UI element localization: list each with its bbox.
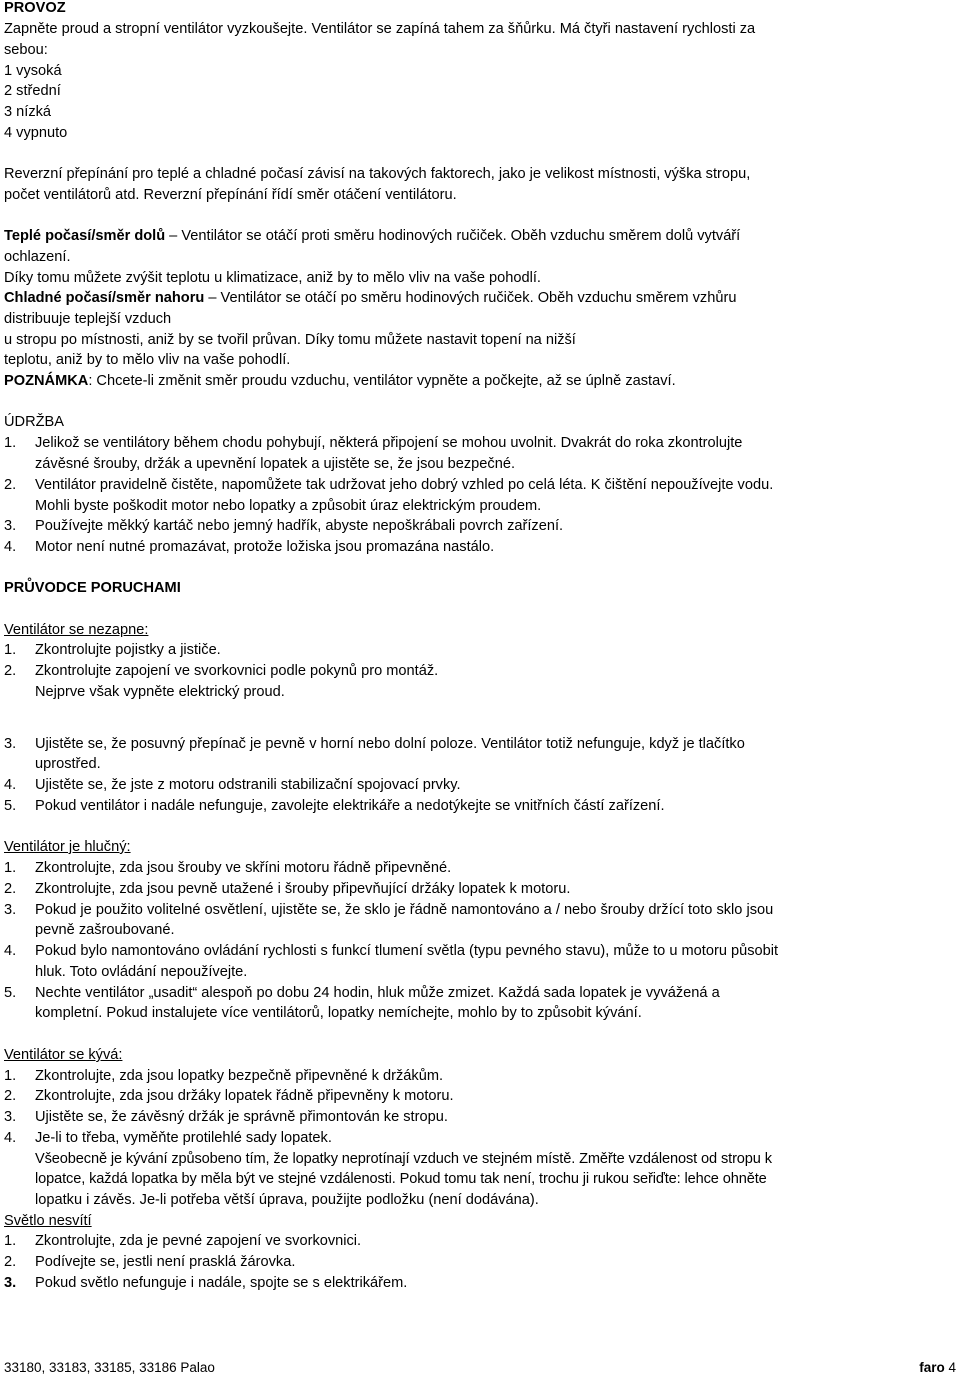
list-text: Ujistěte se, že závěsný držák je správně přimontován ke stropu. [35, 1109, 448, 1125]
list-text: uprostřed. [35, 756, 101, 772]
warm-weather-line-3: Díky tomu můžete zvýšit teplotu u klimatizace, aniž by to mělo vliv na vaše pohodlí. [4, 270, 541, 286]
list-text: Zkontrolujte, zda jsou lopatky bezpečně připevněné k držákům. [35, 1068, 444, 1084]
list-number: 4. [4, 1130, 17, 1146]
list-text: Ujistěte se, že posuvný přepínač je pevně v horní nebo dolní poloze. Ventilátor totiž nefunguje, když je tlačítko [35, 736, 745, 752]
list-text: lopatce, každá lopatka by měla být ve stejné vzdálenosti. Pokud tomu tak není, trochu ji rukou seřiďte: lehce ohněte [35, 1171, 767, 1187]
list-text: kompletní. Pokud instalujete více ventilátorů, lopatky nemíchejte, mohlo by to způsobit kývání. [35, 1005, 642, 1021]
heading-provoz: PROVOZ [4, 0, 66, 16]
warm-weather-line-1 [4, 226, 740, 247]
warm-weather-label: Teplé počasí/směr dolů [4, 228, 166, 244]
list-text: Pokud světlo nefunguje i nadále, spojte se s elektrikářem. [35, 1275, 408, 1291]
list-number: 2. [4, 663, 17, 679]
footer-brand-page [919, 1358, 956, 1379]
list-number: 3. [4, 1109, 17, 1125]
list-text: Podívejte se, jestli není prasklá žárovka. [35, 1254, 296, 1270]
reverse-line-1: Reverzní přepínání pro teplé a chladné počasí závisí na takových faktorech, jako je velikost místnosti, výška stropu, [4, 166, 751, 182]
provoz-intro-line-1: Zapněte proud a stropní ventilátor vyzkoušejte. Ventilátor se zapíná tahem za šňůrku. Má čtyři nastavení rychlosti za [4, 21, 756, 37]
list-number: 2. [4, 1254, 17, 1270]
warm-weather-line-2: ochlazení. [4, 249, 71, 265]
list-text: Motor není nutné promazávat, protože ložiska jsou promazána nastálo. [35, 539, 495, 555]
list-text: Zkontrolujte, zda jsou šrouby ve skříni motoru řádně připevněné. [35, 860, 452, 876]
list-number: 1. [4, 1068, 17, 1084]
list-text: závěsné šrouby, držák a upevnění lopatek a ujistěte se, že jsou bezpečné. [35, 456, 515, 472]
note-line [4, 371, 676, 392]
subheading-kyva: Ventilátor se kývá: [4, 1047, 123, 1063]
list-text: Zkontrolujte, zda jsou pevně utažené i šrouby připevňující držáky lopatek k motoru. [35, 881, 571, 897]
speed-item: 1 vysoká [4, 63, 62, 79]
subheading-svetlo: Světlo nesvítí [4, 1213, 92, 1229]
list-number: 3. [4, 736, 17, 752]
list-number: 1. [4, 860, 17, 876]
list-text: Pokud bylo namontováno ovládání rychlosti s funkcí tlumení světla (typu pevného stavu), může to u motoru působit [35, 943, 779, 959]
list-text: Používejte měkký kartáč nebo jemný hadřík, abyste nepoškrábali povrch zařízení. [35, 518, 564, 534]
subheading-nezapne: Ventilátor se nezapne: [4, 622, 149, 638]
warm-weather-text: – Ventilátor se otáčí proti směru hodinových ručiček. Oběh vzduchu směrem dolů vytváří [165, 228, 741, 244]
list-number: 1. [4, 435, 17, 451]
heading-udrzba: ÚDRŽBA [4, 414, 64, 430]
provoz-intro-line-2: sebou: [4, 42, 48, 58]
list-number: 3. [4, 902, 17, 918]
list-number: 1. [4, 642, 17, 658]
cold-weather-line-2: distribuuje teplejší vzduch [4, 311, 172, 327]
list-number: 2. [4, 477, 17, 493]
reverse-line-2: počet ventilátorů atd. Reverzní přepínání řídí směr otáčení ventilátoru. [4, 187, 457, 203]
cold-weather-line-3: u stropu po místnosti, aniž by se tvořil průvan. Díky tomu můžete nastavit topení na nižší [4, 332, 576, 348]
list-number: 3. [4, 1275, 17, 1291]
heading-pruvodce: PRŮVODCE PORUCHAMI [4, 580, 181, 596]
list-number: 4. [4, 943, 17, 959]
list-text: Ventilátor pravidelně čistěte, napomůžete tak udržovat jeho dobrý vzhled po celá léta. K čištění nepoužívejte vodu. [35, 477, 774, 493]
list-text: Nechte ventilátor „usadit“ alespoň po dobu 24 hodin, hluk může zmizet. Každá sada lopatek je vyvážená a [35, 985, 720, 1001]
list-number: 1. [4, 1233, 17, 1249]
page-number: 4 [948, 1360, 956, 1375]
list-text: Pokud je použito volitelné osvětlení, ujistěte se, že sklo je řádně namontováno a / nebo šrouby držící toto sklo jsou [35, 902, 774, 918]
list-number: 2. [4, 881, 17, 897]
subheading-hlucny: Ventilátor je hlučný: [4, 839, 131, 855]
list-text: Zkontrolujte zapojení ve svorkovnici podle pokynů pro montáž. [35, 663, 439, 679]
list-text: Zkontrolujte, zda jsou držáky lopatek řádně připevněny k motoru. [35, 1088, 454, 1104]
list-text: Všeobecně je kývání způsobeno tím, že lopatky neprotínají vzduch ve stejném místě. Změřte vzdálenost od stropu k [35, 1151, 772, 1167]
footer-models: 33180, 33183, 33185, 33186 Palao [4, 1360, 215, 1375]
list-number: 5. [4, 798, 17, 814]
list-text: pevně zašroubované. [35, 922, 175, 938]
cold-weather-text: – Ventilátor se otáčí po směru hodinových ručiček. Oběh vzduchu směrem vzhůru [204, 290, 737, 306]
list-text: Pokud ventilátor i nadále nefunguje, zavolejte elektrikáře a nedotýkejte se vnitřních částí zařízení. [35, 798, 665, 814]
list-number: 2. [4, 1088, 17, 1104]
list-number: 5. [4, 985, 17, 1001]
list-text: Nejprve však vypněte elektrický proud. [35, 684, 285, 700]
footer-brand: faro [919, 1360, 945, 1375]
note-text: : Chcete-li změnit směr proudu vzduchu, ventilátor vypněte a počkejte, až se úplně zastaví. [88, 373, 676, 389]
speed-item: 4 vypnuto [4, 125, 68, 141]
speed-item: 3 nízká [4, 104, 52, 120]
list-text: Mohli byste poškodit motor nebo lopatky a způsobit úraz elektrickým proudem. [35, 498, 542, 514]
list-text: Jelikož se ventilátory během chodu pohybují, některá připojení se mohou uvolnit. Dvakrát do roka zkontrolujte [35, 435, 743, 451]
list-number: 3. [4, 518, 17, 534]
cold-weather-line-4: teplotu, aniž by to mělo vliv na vaše pohodlí. [4, 352, 291, 368]
list-text: Zkontrolujte, zda je pevné zapojení ve svorkovnici. [35, 1233, 362, 1249]
speed-item: 2 střední [4, 83, 61, 99]
list-text: Zkontrolujte pojistky a jističe. [35, 642, 221, 658]
cold-weather-line-1 [4, 288, 736, 309]
list-text: hluk. Toto ovládání nepoužívejte. [35, 964, 248, 980]
list-text: lopatku i závěs. Je-li potřeba větší úprava, použijte podložku (není dodávána). [35, 1192, 539, 1208]
list-text: Ujistěte se, že jste z motoru odstranili stabilizační spojovací prvky. [35, 777, 461, 793]
list-text: Je-li to třeba, vyměňte protilehlé sady lopatek. [35, 1130, 332, 1146]
list-number: 4. [4, 777, 17, 793]
note-label: POZNÁMKA [4, 373, 89, 389]
list-number: 4. [4, 539, 17, 555]
cold-weather-label: Chladné počasí/směr nahoru [4, 290, 205, 306]
